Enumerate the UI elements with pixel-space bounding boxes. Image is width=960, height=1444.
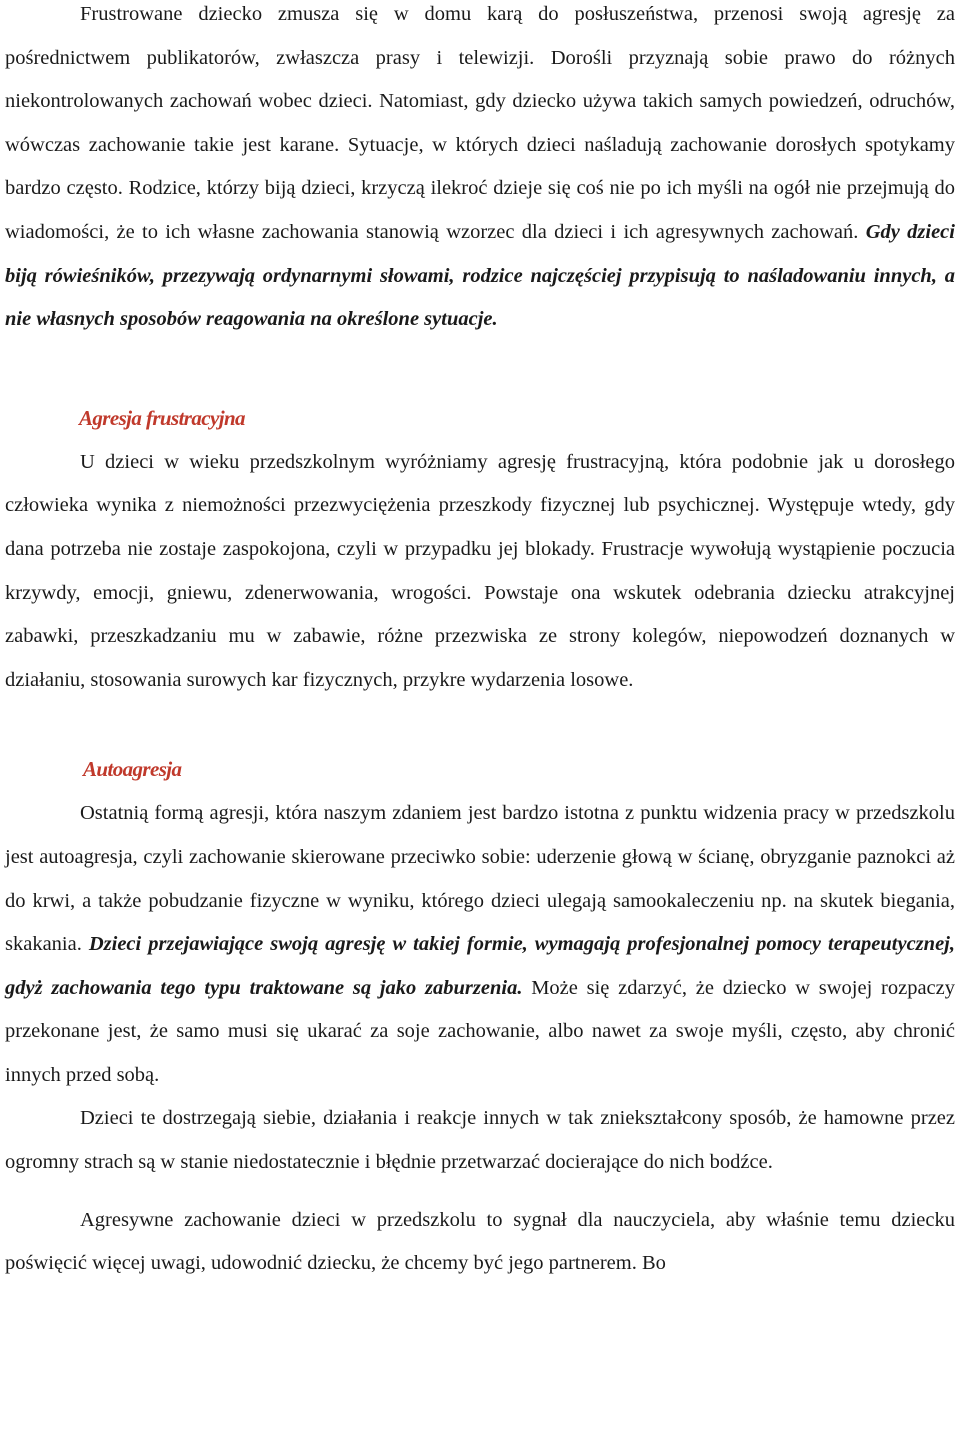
- heading-autoagresja: Autoagresja: [83, 757, 182, 782]
- document-page: [5, 0, 955, 1286]
- paragraph-frustrated-child: [5, 0, 955, 342]
- paragraph-teacher-signal: Agresywne zachowanie dzieci w przedszkolu to sygnał dla nauczyciela, aby właśnie temu dziecku poświęcić więcej uwagi, udowodnić dziecku, że chcemy być jego partnerem. Bo: [5, 1208, 955, 1275]
- paragraph-frustration-aggression: U dzieci w wieku przedszkolnym wyróżniamy agresję frustracyjną, która podobnie jak u dorosłego człowieka wynika z niemożności przezwyciężenia przeszkody fizycznej lub psychicznej. Występuje wtedy, gdy dana potrzeba nie zostaje zaspokojona, czyli w przypadku jej blokady. Frustracje wywołują wystąpienie poczucia krzywdy, emocji, gniewu, zdenerwowania, wrogości. Powstaje ona wskutek odebrania dziecku atrakcyjnej zabawki, przeszkadzaniu mu w zabawie, różne przezwiska ze strony kolegów, niepowodzeń doznanych w działaniu, stosowania surowych kar fizycznych, przykre wydarzenia losowe.: [5, 450, 955, 691]
- paragraph-text: Frustrowane dziecko zmusza się w domu karą do posłuszeństwa, przenosi swoją agresję za pośrednictwem publikatorów, zwłaszcza prasy i telewizji. Dorośli przyznają sobie prawo do różnych niekontrolowanych zachowań wobec dzieci. Natomiast, gdy dziecko używa takich samych powiedzeń, odruchów, wówczas zachowanie takie jest karane. Sytuacje, w których dzieci naśladują zachowanie dorosłych spotykamy bardzo często. Rodzice, którzy biją dzieci, krzyczą ilekroć dzieje się coś nie po ich myśli na ogół nie przejmują do wiadomości, że to ich własne zachowania stanowią wzorzec dla dzieci i ich agresywnych zachowań.: [5, 3, 955, 243]
- paragraph-text: Ostatnią formą agresji, która naszym zdaniem jest bardzo istotna z punktu widzenia pracy w przedszkolu jest autoagresja, czyli zachowanie skierowane przeciwko sobie: uderzenie głową w ścianę, obryzganie paznokci aż do krwi, a także pobudzanie fizyczne w wyniku, którego dzieci ulegają samookaleczeniu np. na skutek biegania, skakania.: [5, 802, 955, 956]
- paragraph-perception: Dzieci te dostrzegają siebie, działania i reakcje innych w tak zniekształcony sposób, że hamowne przez ogromny strach są w stanie niedostatecznie i błędnie przetwarzać docierające do nich bodźce.: [5, 1107, 955, 1174]
- heading-agresja-frustracyjna: Agresja frustracyjna: [79, 405, 245, 430]
- paragraph-autoaggression: [5, 792, 955, 1097]
- paragraph-emphasis: Gdy dzieci biją rówieśników, przezywają ordynarnymi słowami, rodzice najczęściej przypisują to naśladowaniu innych, a nie własnych sposobów reagowania na określone sytuacje.: [5, 220, 955, 331]
- paragraph-emphasis: Dzieci przejawiające swoją agresję w takiej formie, wymagają profesjonalnej pomocy terapeutycznej, gdyż zachowania tego typu traktowane są jako zaburzenia.: [5, 933, 955, 999]
- paragraph-text: Może się zdarzyć, że dziecko w swojej rozpaczy przekonane jest, że samo musi się ukarać za soje zachowanie, albo nawet za swoje myśli, często, aby chronić innych przed sobą.: [5, 976, 955, 1086]
